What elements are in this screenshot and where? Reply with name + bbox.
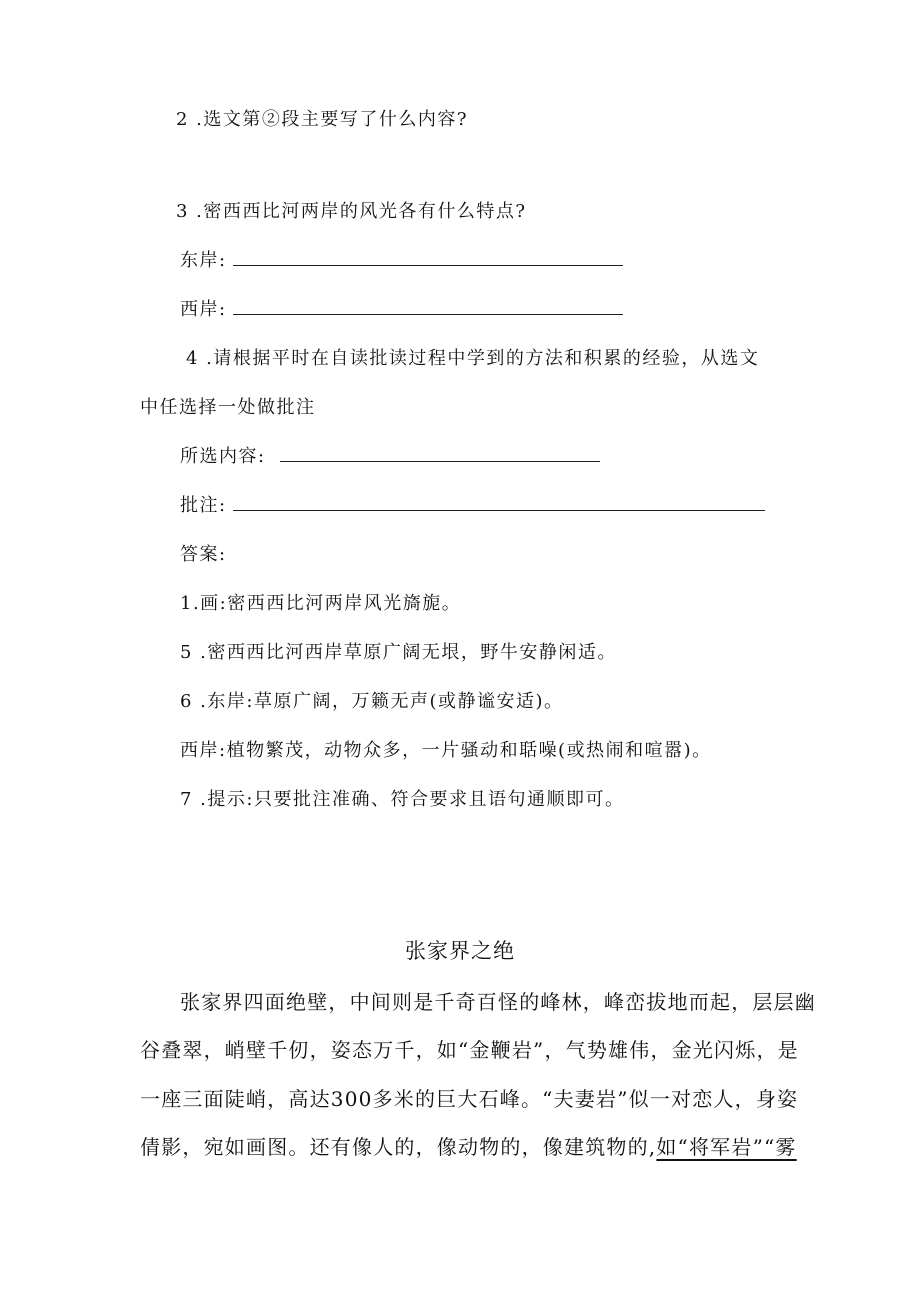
article-underlined-text: 如“将军岩”“雾 bbox=[656, 1135, 797, 1159]
selected-content-blank[interactable] bbox=[280, 460, 600, 462]
question-3: 3 .密西西比河两岸的风光各有什么特点? bbox=[176, 201, 527, 222]
question-4-line-1: 4 .请根据平时在自读批读过程中学到的方法和积累的经验，从选文 bbox=[186, 348, 760, 369]
answers-heading: 答案: bbox=[180, 544, 227, 565]
annotation-label: 批注: bbox=[180, 495, 227, 516]
annotation-row bbox=[180, 497, 765, 515]
article-title: 张家界之绝 bbox=[405, 939, 515, 963]
west-bank-label: 西岸: bbox=[180, 299, 227, 320]
article-line-2: 谷叠翠，峭壁千仞，姿态万千，如“金鞭岩”，气势雄伟，金光闪烁，是 bbox=[140, 1038, 799, 1062]
article-line-4-text: 倩影，宛如画图。还有像人的，像动物的，像建筑物的, bbox=[140, 1135, 657, 1159]
east-bank-label: 东岸: bbox=[180, 250, 227, 271]
selected-content-label: 所选内容: bbox=[180, 446, 266, 467]
article-line-4 bbox=[140, 1131, 797, 1160]
article-line-3: 一座三面陡峭，高达300多米的巨大石峰。“夫妻岩”似一对恋人，身姿 bbox=[140, 1087, 799, 1111]
answer-6-west: 西岸:植物繁茂，动物众多，一片骚动和聒噪(或热闹和喧嚣)。 bbox=[180, 740, 712, 761]
answer-5: 5 .密西西比河西岸草原广阔无垠，野牛安静闲适。 bbox=[180, 642, 617, 663]
east-bank-row bbox=[180, 252, 623, 270]
answer-6-east: 6 .东岸:草原广阔，万籁无声(或静谧安适)。 bbox=[180, 691, 564, 712]
answer-1: 1.画:密西西比河两岸风光旖旎。 bbox=[180, 593, 462, 614]
annotation-blank[interactable] bbox=[233, 509, 765, 511]
east-bank-answer-blank[interactable] bbox=[233, 264, 623, 266]
article-line-1: 张家界四面绝壁，中间则是千奇百怪的峰林，峰峦拔地而起，层层幽 bbox=[180, 990, 816, 1014]
west-bank-answer-blank[interactable] bbox=[233, 313, 623, 315]
question-2: 2 .选文第②段主要写了什么内容? bbox=[176, 109, 469, 130]
west-bank-row bbox=[180, 301, 623, 319]
question-4-line-2: 中任选择一处做批注 bbox=[140, 397, 316, 418]
answer-7: 7 .提示:只要批注准确、符合要求且语句通顺即可。 bbox=[180, 789, 625, 810]
selected-content-row bbox=[180, 448, 600, 466]
